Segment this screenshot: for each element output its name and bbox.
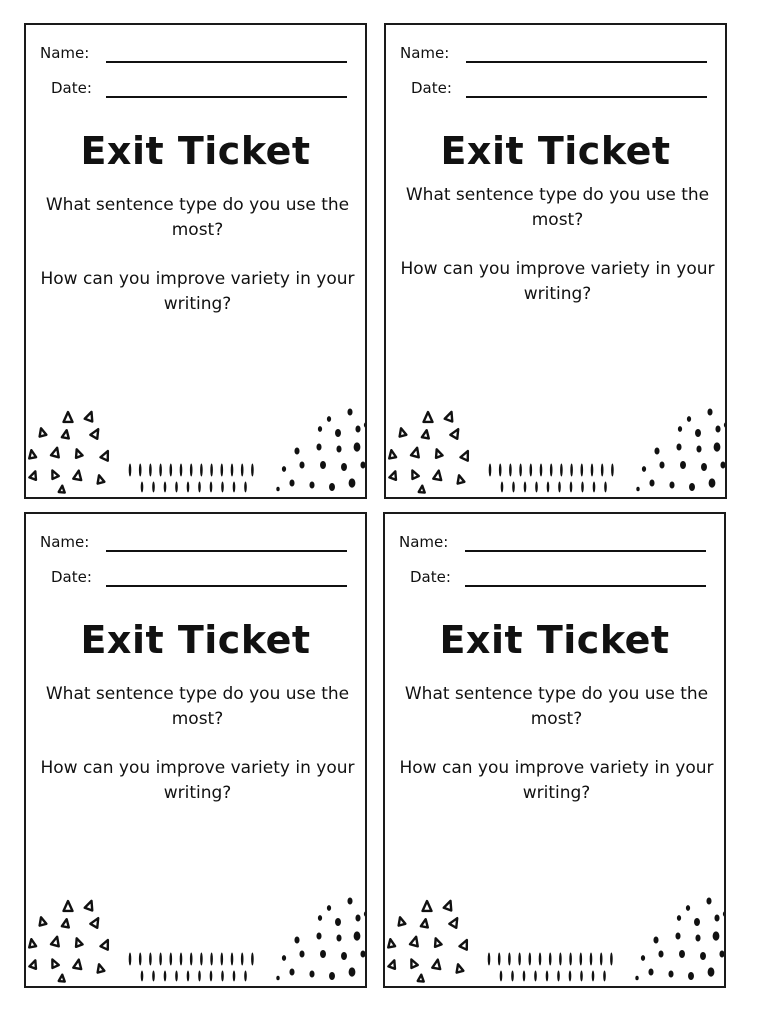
dash-doodle	[231, 464, 234, 477]
dash-doodle	[251, 464, 254, 477]
dot-doodle	[676, 444, 681, 451]
dash-doodle	[141, 971, 144, 982]
triangle-doodle	[410, 936, 420, 947]
dot-doodle	[709, 478, 716, 487]
dash-doodle	[592, 971, 595, 982]
dot-doodle	[335, 918, 341, 926]
triangle-doodle	[49, 469, 59, 479]
triangle-doodle	[64, 901, 73, 911]
dash-doodle	[540, 464, 543, 477]
dash-doodle	[221, 464, 224, 477]
triangle-doodle	[387, 939, 395, 948]
name-field	[26, 44, 365, 66]
dot-doodle	[289, 969, 294, 976]
exit-ticket-card	[24, 23, 367, 499]
question-2: How can you improve variety in your writing?	[399, 758, 714, 803]
triangle-doodle	[62, 919, 70, 928]
dash-doodle	[580, 971, 583, 982]
dash-doodle	[251, 953, 254, 966]
date-label: Date:	[51, 79, 92, 97]
dash-doodle	[139, 953, 142, 966]
dash-doodle	[164, 971, 167, 982]
triangle-doodle	[460, 938, 471, 949]
ticket-title: Exit Ticket	[440, 129, 671, 173]
dot-doodle	[294, 937, 299, 944]
exit-ticket-card	[384, 23, 727, 499]
triangle-doodle	[85, 410, 96, 421]
exit-ticket-card	[383, 512, 726, 988]
dot-doodle	[299, 462, 304, 469]
triangle-doodle	[398, 427, 407, 436]
triangle-doodle	[418, 974, 425, 981]
dot-doodle	[347, 409, 352, 416]
question-2: How can you improve variety in your writing?	[40, 269, 355, 314]
dot-doodle	[365, 486, 367, 493]
triangle-doodle	[423, 901, 432, 911]
dash-doodle	[509, 464, 512, 477]
dot-doodle	[688, 972, 694, 980]
dash-doodle	[129, 464, 132, 477]
dot-doodle	[316, 444, 321, 451]
triangle-doodle	[64, 412, 73, 422]
triangle-doodle	[461, 449, 472, 460]
dash-doodle	[530, 464, 533, 477]
dash-doodle	[610, 953, 613, 966]
dash-doodle	[200, 953, 203, 966]
dash-doodle	[164, 482, 167, 493]
triangle-doodle	[38, 427, 47, 436]
dash-doodle	[511, 971, 514, 982]
dot-doodle	[355, 426, 360, 433]
triangle-doodle	[389, 470, 398, 480]
dot-doodle	[355, 915, 360, 922]
triangle-doodle	[96, 474, 105, 483]
dash-doodle	[501, 482, 504, 493]
triangle-doodle	[456, 474, 465, 483]
triangle-doodle	[388, 959, 397, 969]
triangle-doodle	[411, 447, 421, 458]
name-label: Name:	[399, 533, 449, 551]
triangle-doodle	[424, 412, 433, 422]
triangle-doodle	[444, 899, 455, 910]
triangle-doodle	[59, 485, 66, 492]
question-2: How can you improve variety in your writing?	[40, 758, 355, 803]
dot-doodle	[677, 915, 681, 921]
dash-doodle	[570, 482, 573, 493]
triangle-doodle	[101, 938, 112, 949]
dash-doodle	[500, 971, 503, 982]
dash-doodle	[152, 482, 155, 493]
dot-doodle	[636, 487, 639, 492]
name-write-line[interactable]	[106, 550, 347, 552]
dash-doodle	[159, 464, 162, 477]
dash-doodle	[159, 953, 162, 966]
name-field	[386, 44, 725, 66]
dot-doodle	[289, 480, 294, 487]
dash-doodle	[518, 953, 521, 966]
dot-doodle	[320, 950, 326, 958]
dot-doodle	[707, 409, 712, 416]
dotted-decoration	[26, 896, 367, 986]
dash-doodle	[591, 464, 594, 477]
dash-doodle	[534, 971, 537, 982]
triangle-doodle	[51, 936, 61, 947]
dash-doodle	[581, 464, 584, 477]
question-1: What sentence type do you use the most?	[404, 684, 709, 729]
dotted-decoration	[385, 896, 726, 986]
dash-doodle	[221, 482, 224, 493]
name-label: Name:	[400, 44, 450, 62]
triangle-doodle	[432, 959, 441, 969]
dash-doodle	[499, 464, 502, 477]
triangle-doodle	[73, 448, 82, 458]
dot-doodle	[719, 951, 724, 958]
triangle-doodle	[449, 916, 460, 928]
date-label: Date:	[51, 568, 92, 586]
dash-doodle	[498, 953, 501, 966]
dash-doodle	[512, 482, 515, 493]
triangle-doodle	[38, 916, 47, 925]
dot-doodle	[654, 448, 659, 455]
ticket-title: Exit Ticket	[80, 618, 311, 662]
dot-doodle	[318, 915, 322, 921]
dot-doodle	[276, 976, 279, 981]
dash-doodle	[180, 953, 183, 966]
triangle-doodle	[455, 963, 464, 972]
date-label: Date:	[411, 79, 452, 97]
triangle-doodle	[432, 937, 441, 947]
dot-doodle	[276, 487, 279, 492]
dash-doodle	[547, 482, 550, 493]
ticket-title: Exit Ticket	[439, 618, 670, 662]
dot-doodle	[724, 422, 727, 428]
dash-doodle	[129, 953, 132, 966]
dot-doodle	[347, 898, 352, 905]
dot-doodle	[320, 461, 326, 469]
question-2: How can you improve variety in your writing?	[400, 259, 715, 304]
date-write-line[interactable]	[106, 585, 347, 587]
dash-doodle	[550, 464, 553, 477]
dash-doodle	[529, 953, 532, 966]
dash-doodle	[539, 953, 542, 966]
dash-doodle	[601, 464, 604, 477]
date-write-line[interactable]	[466, 96, 707, 98]
ticket-title: Exit Ticket	[80, 129, 311, 173]
dash-doodle	[210, 482, 213, 493]
triangle-doodle	[101, 449, 112, 460]
dash-doodle	[210, 953, 213, 966]
question-1: What sentence type do you use the most?	[45, 195, 350, 240]
dot-doodle	[336, 446, 341, 453]
dash-doodle	[244, 482, 247, 493]
dash-doodle	[241, 953, 244, 966]
dot-doodle	[713, 931, 720, 940]
dot-doodle	[365, 975, 367, 982]
dot-doodle	[696, 446, 701, 453]
dot-doodle	[724, 975, 726, 982]
dot-doodle	[282, 955, 286, 961]
dot-doodle	[309, 482, 314, 489]
dash-doodle	[590, 953, 593, 966]
dash-doodle	[187, 482, 190, 493]
dash-doodle	[519, 464, 522, 477]
dash-doodle	[200, 464, 203, 477]
dot-doodle	[364, 911, 367, 917]
dot-doodle	[341, 952, 347, 960]
dot-doodle	[360, 951, 365, 958]
dot-doodle	[714, 442, 721, 451]
dot-doodle	[309, 971, 314, 978]
dash-doodle	[580, 953, 583, 966]
dash-doodle	[508, 953, 511, 966]
question-1: What sentence type do you use the most?	[405, 185, 710, 230]
triangle-doodle	[59, 974, 66, 981]
dot-doodle	[695, 935, 700, 942]
date-label: Date:	[410, 568, 451, 586]
dot-doodle	[641, 955, 645, 961]
dot-doodle	[335, 429, 341, 437]
triangle-doodle	[445, 410, 456, 421]
dot-doodle	[679, 950, 685, 958]
dot-doodle	[327, 905, 331, 911]
dash-doodle	[603, 971, 606, 982]
dot-doodle	[282, 466, 286, 472]
triangle-doodle	[422, 430, 430, 439]
dash-doodle	[175, 482, 178, 493]
dot-doodle	[649, 480, 654, 487]
name-label: Name:	[40, 44, 90, 62]
dash-doodle	[170, 953, 173, 966]
triangle-doodle	[408, 958, 418, 968]
dot-doodle	[294, 448, 299, 455]
dot-doodle	[694, 918, 700, 926]
dash-doodle	[198, 971, 201, 982]
dash-doodle	[560, 464, 563, 477]
dash-doodle	[141, 482, 144, 493]
dot-doodle	[706, 898, 711, 905]
date-field	[26, 79, 365, 101]
dash-doodle	[557, 971, 560, 982]
dash-doodle	[535, 482, 538, 493]
dash-doodle	[187, 971, 190, 982]
date-field	[386, 79, 725, 101]
dot-doodle	[686, 905, 690, 911]
dash-doodle	[244, 971, 247, 982]
dot-doodle	[360, 462, 365, 469]
dot-doodle	[336, 935, 341, 942]
date-field	[385, 568, 724, 590]
dot-doodle	[689, 483, 695, 491]
dash-doodle	[549, 953, 552, 966]
triangle-doodle	[90, 427, 101, 439]
dash-doodle	[180, 464, 183, 477]
triangle-doodle	[90, 916, 101, 928]
date-write-line[interactable]	[106, 96, 347, 98]
name-write-line[interactable]	[465, 550, 706, 552]
triangle-doodle	[51, 447, 61, 458]
dot-doodle	[364, 422, 367, 428]
dash-doodle	[569, 971, 572, 982]
dot-doodle	[341, 463, 347, 471]
triangle-doodle	[419, 485, 426, 492]
dash-doodle	[170, 464, 173, 477]
dot-doodle	[668, 971, 673, 978]
dash-doodle	[604, 482, 607, 493]
name-field	[26, 533, 365, 555]
dash-doodle	[489, 464, 492, 477]
dot-doodle	[318, 426, 322, 432]
date-write-line[interactable]	[465, 585, 706, 587]
dot-doodle	[687, 416, 691, 422]
triangle-doodle	[73, 470, 82, 480]
triangle-doodle	[421, 919, 429, 928]
dash-doodle	[221, 953, 224, 966]
dotted-decoration	[386, 407, 727, 497]
dash-doodle	[139, 464, 142, 477]
dash-doodle	[233, 482, 236, 493]
dot-doodle	[658, 951, 663, 958]
dash-doodle	[570, 464, 573, 477]
dot-doodle	[700, 952, 706, 960]
dot-doodle	[349, 478, 356, 487]
dot-doodle	[653, 937, 658, 944]
dot-doodle	[695, 429, 701, 437]
dash-doodle	[524, 482, 527, 493]
triangle-doodle	[73, 959, 82, 969]
dot-doodle	[723, 911, 726, 917]
name-write-line[interactable]	[466, 61, 707, 63]
dash-doodle	[190, 953, 193, 966]
dash-doodle	[149, 953, 152, 966]
dash-doodle	[221, 971, 224, 982]
dot-doodle	[715, 426, 720, 433]
triangle-doodle	[450, 427, 461, 439]
dash-doodle	[600, 953, 603, 966]
dot-doodle	[349, 967, 356, 976]
dot-doodle	[635, 976, 638, 981]
dot-doodle	[327, 416, 331, 422]
triangle-doodle	[388, 450, 396, 459]
dash-doodle	[559, 953, 562, 966]
triangle-doodle	[433, 448, 442, 458]
dot-doodle	[720, 462, 725, 469]
dot-doodle	[669, 482, 674, 489]
triangle-doodle	[29, 959, 38, 969]
dash-doodle	[488, 953, 491, 966]
dot-doodle	[708, 967, 715, 976]
dash-doodle	[241, 464, 244, 477]
name-label: Name:	[40, 533, 90, 551]
dot-doodle	[701, 463, 707, 471]
triangle-doodle	[433, 470, 442, 480]
triangle-doodle	[73, 937, 82, 947]
dash-doodle	[558, 482, 561, 493]
dotted-decoration	[26, 407, 367, 497]
dot-doodle	[329, 483, 335, 491]
exit-ticket-card	[24, 512, 367, 988]
dash-doodle	[523, 971, 526, 982]
dot-doodle	[659, 462, 664, 469]
dash-doodle	[569, 953, 572, 966]
dash-doodle	[210, 464, 213, 477]
dash-doodle	[233, 971, 236, 982]
date-field	[26, 568, 365, 590]
dash-doodle	[198, 482, 201, 493]
dash-doodle	[190, 464, 193, 477]
dot-doodle	[354, 442, 361, 451]
dot-doodle	[299, 951, 304, 958]
triangle-doodle	[96, 963, 105, 972]
triangle-doodle	[28, 450, 36, 459]
dot-doodle	[354, 931, 361, 940]
dot-doodle	[675, 933, 680, 940]
dot-doodle	[678, 426, 682, 432]
triangle-doodle	[85, 899, 96, 910]
dash-doodle	[581, 482, 584, 493]
dot-doodle	[714, 915, 719, 922]
dash-doodle	[210, 971, 213, 982]
dash-doodle	[152, 971, 155, 982]
dot-doodle	[329, 972, 335, 980]
name-write-line[interactable]	[106, 61, 347, 63]
dot-doodle	[680, 461, 686, 469]
triangle-doodle	[409, 469, 419, 479]
triangle-doodle	[62, 430, 70, 439]
dash-doodle	[546, 971, 549, 982]
triangle-doodle	[49, 958, 59, 968]
dot-doodle	[642, 466, 646, 472]
dash-doodle	[611, 464, 614, 477]
dot-doodle	[725, 486, 727, 493]
dot-doodle	[648, 969, 653, 976]
dash-doodle	[175, 971, 178, 982]
dash-doodle	[593, 482, 596, 493]
triangle-doodle	[28, 939, 36, 948]
triangle-doodle	[397, 916, 406, 925]
dash-doodle	[231, 953, 234, 966]
triangle-doodle	[29, 470, 38, 480]
question-1: What sentence type do you use the most?	[45, 684, 350, 729]
name-field	[385, 533, 724, 555]
dot-doodle	[316, 933, 321, 940]
dash-doodle	[149, 464, 152, 477]
